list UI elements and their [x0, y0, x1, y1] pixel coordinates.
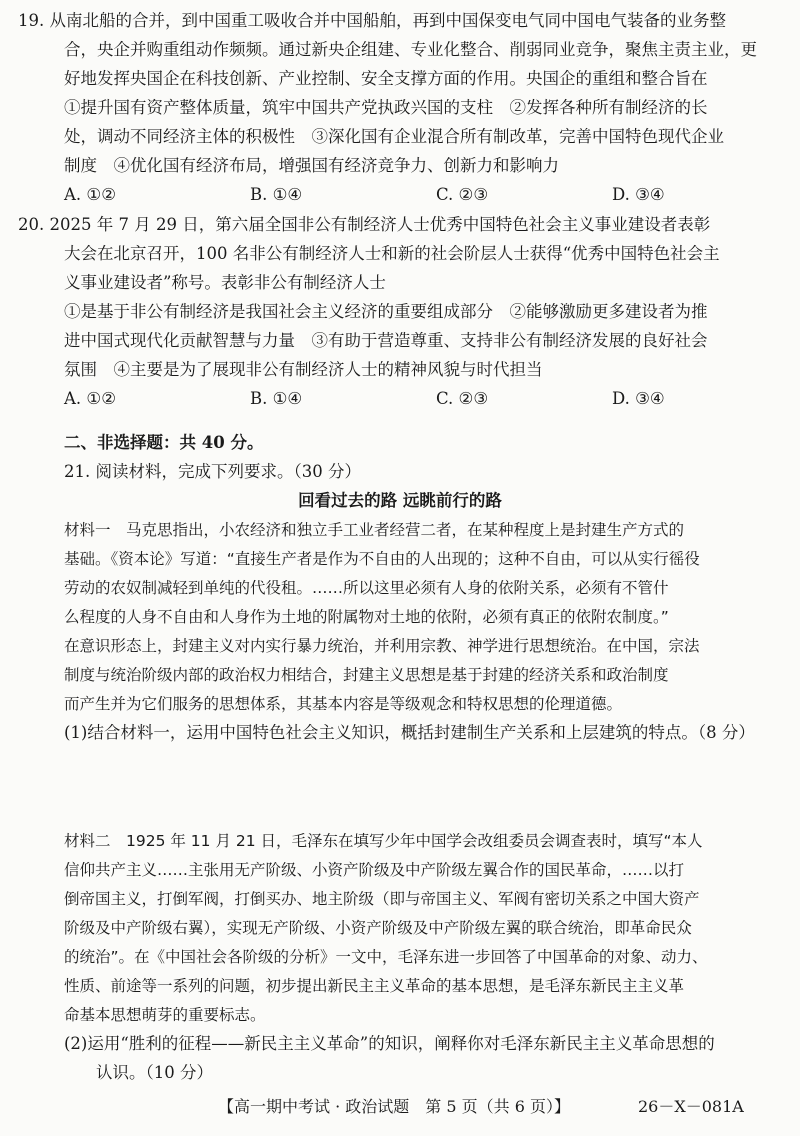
q20-line-6: 氛围 ④主要是为了展现非公有制经济人士的精神风貌与时代担当 — [64, 360, 543, 379]
q20-line-2: 大会在北京召开，100 名非公有制经济人士和新的社会阶层人士获得“优秀中国特色社会主 — [64, 244, 720, 263]
q20-option-d: D. ③④ — [612, 389, 665, 408]
q19-line-6: 制度 ④优化国有经济布局，增强国有经济竞争力、创新力和影响力 — [64, 156, 559, 175]
q20-line-4: ①是基于非公有制经济是我国社会主义经济的重要组成部分 ②能够激励更多建设者为推 — [64, 302, 708, 321]
material2-line-7: 命基本思想萌芽的重要标志。 — [64, 1006, 266, 1024]
material1-line-3: 劳动的农奴制减轻到单纯的代役租。……所以这里必须有人身的依附关系，必须有不管什 — [64, 579, 669, 597]
page-footer: 【高一期中考试 · 政治试题 第 5 页（共 6 页）】 — [218, 1097, 570, 1116]
question-21-1: (1)结合材料一，运用中国特色社会主义知识，概括封建制生产关系和上层建筑的特点。（8 分） — [64, 723, 755, 742]
q20-option-b: B. ①④ — [250, 389, 303, 408]
q20-line-5: 进中国式现代化贡献智慧与力量 ③有助于营造尊重、支持非公有制经济发展的良好社会 — [64, 331, 708, 350]
material1-line-4: 么程度的人身不自由和人身作为土地的附属物对土地的依附，必须有真正的依附农制度。” — [64, 608, 669, 626]
exam-code: 26－X－081A — [638, 1097, 744, 1116]
q21-title: 回看过去的路 远眺前行的路 — [298, 491, 502, 510]
q19-option-a: A. ①② — [64, 185, 116, 204]
q19-line-2: 合，央企并购重组动作频频。通过新央企组建、专业化整合、削弱同业竞争，聚焦主责主业，更 — [64, 40, 757, 59]
material1-line-6: 制度与统治阶级内部的政治权力相结合，封建主义思想是基于封建的经济关系和政治制度 — [64, 666, 669, 684]
material2-line-5: 的统治”。在《中国社会各阶级的分析》一文中，毛泽东进一步回答了中国革命的对象、动力、 — [64, 948, 708, 966]
q20-line-1: 20. 2025 年 7 月 29 日，第六届全国非公有制经济人士优秀中国特色社会主义事业建设者表彰 — [18, 215, 711, 234]
q19-option-d: D. ③④ — [612, 185, 665, 204]
section-heading: 二、非选择题：共 40 分。 — [64, 433, 264, 452]
q19-options — [64, 182, 764, 208]
material2-line-1: 材料二 1925 年 11 月 21 日，毛泽东在填写少年中国学会改组委员会调查表时，填写“本人 — [64, 832, 703, 850]
material1-line-1: 材料一 马克思指出，小农经济和独立手工业者经营二者，在某种程度上是封建生产方式的 — [64, 521, 685, 539]
q20-options — [64, 386, 764, 412]
material1-line-2: 基础。《资本论》写道：“直接生产者是作为不自由的人出现的；这种不自由，可以从实行徭役 — [64, 550, 700, 568]
q20-line-3: 义事业建设者”称号。表彰非公有制经济人士 — [64, 273, 386, 292]
material2-line-4: 阶级及中产阶级右翼），实现无产阶级、小资产阶级及中产阶级左翼的联合统治，即革命民众 — [64, 919, 692, 937]
material2-line-2: 信仰共产主义……主张用无产阶级、小资产阶级及中产阶级左翼合作的国民革命，……以打 — [64, 861, 685, 879]
q19-line-5: 处，调动不同经济主体的积极性 ③深化国有企业混合所有制改革，完善中国特色现代企业 — [64, 127, 724, 146]
q21-intro: 21. 阅读材料，完成下列要求。（30 分） — [64, 462, 361, 481]
q20-option-a: A. ①② — [64, 389, 116, 408]
q19-line-4: ①提升国有资产整体质量，筑牢中国共产党执政兴国的支柱 ②发挥各种所有制经济的长 — [64, 98, 708, 117]
q20-option-c: C. ②③ — [436, 389, 489, 408]
material1-line-5: 在意识形态上，封建主义对内实行暴力统治，并利用宗教、神学进行思想统治。在中国，宗法 — [64, 637, 700, 655]
q19-option-b: B. ①④ — [250, 185, 303, 204]
material1-line-7: 而产生并为它们服务的思想体系，其基本内容是等级观念和特权思想的伦理道德。 — [64, 695, 623, 713]
material2-line-6: 性质、前途等一系列的问题，初步提出新民主主义革命的基本思想，是毛泽东新民主主义革 — [64, 977, 685, 995]
question-21-2-line-1: (2)运用“胜利的征程——新民主主义革命”的知识，阐释你对毛泽东新民主主义革命思想的 — [64, 1034, 715, 1053]
q19-option-c: C. ②③ — [436, 185, 489, 204]
q19-line-3: 好地发挥央国企在科技创新、产业控制、安全支撑方面的作用。央国企的重组和整合旨在 — [64, 69, 708, 88]
question-21-2-line-2: 认识。（10 分） — [96, 1063, 213, 1082]
q19-line-1: 19. 从南北船的合并，到中国重工吸收合并中国船舶，再到中国保变电气同中国电气装备的业务整 — [18, 11, 726, 30]
material2-line-3: 倒帝国主义，打倒军阀，打倒买办、地主阶级（即与帝国主义、军阀有密切关系之中国大资产 — [64, 890, 700, 908]
